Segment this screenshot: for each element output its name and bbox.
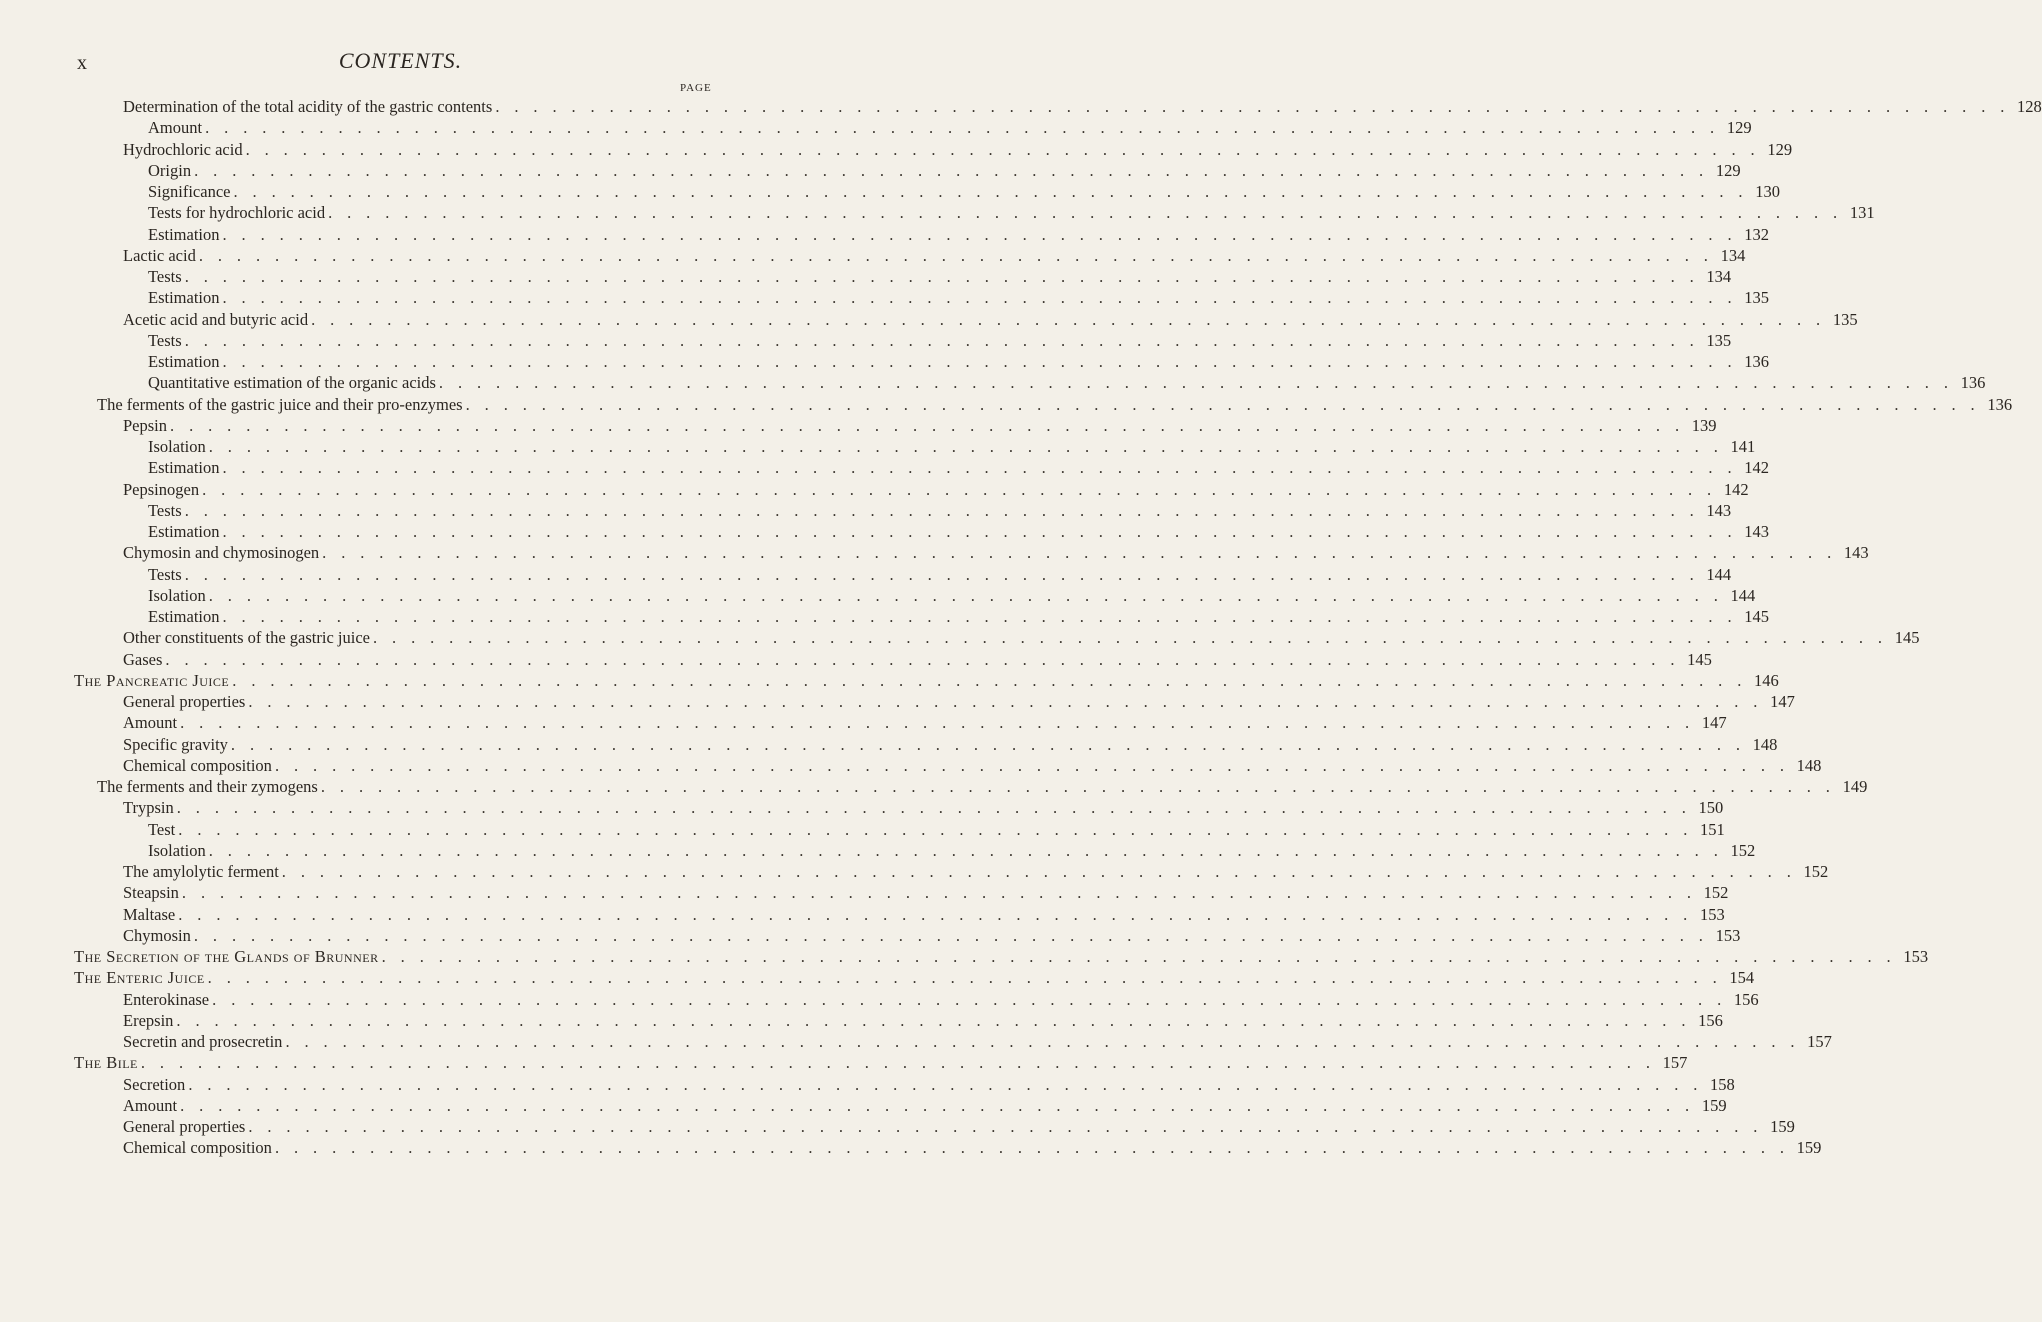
toc-entry-label: Isolation xyxy=(148,437,206,456)
toc-entry xyxy=(148,267,1732,287)
toc-entry xyxy=(123,245,1746,266)
toc-entry-page: 148 xyxy=(1796,755,1822,775)
dot-leader: . . . . . . . . . . . . . . . . . . . . . . . . . . . . . . . . . . . . . . . . . . . . . . . . . . . . . . . . . . . . . . . . . . . . . . . . . . . . . . . . xyxy=(170,415,1685,435)
toc-entry xyxy=(74,670,1779,691)
dot-leader: . . . . . . . . . . . . . . . . . . . . . . . . . . . . . . . . . . . . . . . . . . . . . . . . . . . . . . . . . . . . . . . . . . . . . . . . . . . . . . . . xyxy=(184,267,1700,286)
toc-entry-page: 151 xyxy=(1700,819,1725,839)
toc-entry-page: 145 xyxy=(1687,649,1712,669)
toc-entry xyxy=(123,883,1729,903)
toc-entry-page: 147 xyxy=(1770,692,1795,711)
toc-entry-label: Other constituents of the gastric juice xyxy=(123,628,370,648)
toc-entry-label: The ferments and their zymogens xyxy=(97,777,318,796)
toc-entry xyxy=(148,500,1732,521)
dot-leader: . . . . . . . . . . . . . . . . . . . . . . . . . . . . . . . . . . . . . . . . . . . . . . . . . . . . . . . . . . . . . . . . . . . . . . . . . . . . . . . . xyxy=(222,224,1737,244)
toc-entry xyxy=(123,649,1712,670)
toc-entry xyxy=(123,862,1829,882)
dot-leader: . . . . . . . . . . . . . . . . . . . . . . . . . . . . . . . . . . . . . . . . . . . . . . . . . . . . . . . . . . . . . . . . . . . . . . . . . . . . . . . . xyxy=(381,947,1897,966)
dot-leader: . . . . . . . . . . . . . . . . . . . . . . . . . . . . . . . . . . . . . . . . . . . . . . . . . . . . . . . . . . . . . . . . . . . . . . . . . . . . . . . . xyxy=(184,564,1700,584)
toc-entry xyxy=(148,352,1769,372)
toc-entry xyxy=(123,1095,1727,1116)
toc-entry-page: 135 xyxy=(1706,330,1732,350)
dot-leader: . . . . . . . . . . . . . . . . . . . . . . . . . . . . . . . . . . . . . . . . . . . . . . . . . . . . . . . . . . . . . . . . . . . . . . . . . . . . . . . . xyxy=(465,394,1981,414)
toc-entry-label: Amount xyxy=(148,118,203,138)
toc-entry-page: 139 xyxy=(1691,415,1717,435)
toc-entry xyxy=(123,692,1795,712)
toc-entry-page: 150 xyxy=(1698,798,1724,818)
toc-entry-page: 143 xyxy=(1744,522,1769,541)
toc-entry-label: Chemical composition xyxy=(123,755,272,775)
dot-leader: . . . . . . . . . . . . . . . . . . . . . . . . . . . . . . . . . . . . . . . . . . . . . . . . . . . . . . . . . . . . . . . . . . . . . . . . . . . . . . . . xyxy=(194,160,1709,180)
toc-entry xyxy=(123,989,1759,1010)
dot-leader: . . . . . . . . . . . . . . . . . . . . . . . . . . . . . . . . . . . . . . . . . . . . . . . . . . . . . . . . . . . . . . . . . . . . . . . . . . . . . . . . xyxy=(202,479,1717,499)
toc-entry-page: 130 xyxy=(1755,182,1780,201)
toc-entry-label: Secretin and prosecretin xyxy=(123,1032,283,1051)
dot-leader: . . . . . . . . . . . . . . . . . . . . . . . . . . . . . . . . . . . . . . . . . . . . . . . . . . . . . . . . . . . . . . . . . . . . . . . . . . . . . . . . xyxy=(245,139,1761,159)
toc-entry-page: 135 xyxy=(1832,309,1858,329)
toc-entry-label: Estimation xyxy=(148,224,220,244)
toc-entry-page: 143 xyxy=(1843,543,1869,563)
toc-entry-page: 144 xyxy=(1706,564,1732,584)
toc-entry-label: Tests xyxy=(148,564,182,584)
dot-leader: . . . . . . . . . . . . . . . . . . . . . . . . . . . . . . . . . . . . . . . . . . . . . . . . . . . . . . . . . . . . . . . . . . . . . . . . . . . . . . . . xyxy=(320,777,1836,796)
toc-entry-label: The Secretion of the Glands of Brunner xyxy=(74,947,379,966)
toc-entry-label: Tests xyxy=(148,330,182,350)
page-title: CONTENTS. xyxy=(338,48,463,73)
toc-entry xyxy=(148,330,1732,351)
toc-entry xyxy=(123,755,1822,776)
dot-leader: . . . . . . . . . . . . . . . . . . . . . . . . . . . . . . . . . . . . . . . . . . . . . . . . . . . . . . . . . . . . . . . . . . . . . . . . . . . . . . . . xyxy=(222,522,1737,541)
dot-leader: . . . . . . . . . . . . . . . . . . . . . . . . . . . . . . . . . . . . . . . . . . . . . . . . . . . . . . . . . . . . . . . . . . . . . . . . . . . . . . . . xyxy=(205,118,1720,138)
toc-entry xyxy=(148,160,1741,181)
toc-entry-page: 129 xyxy=(1767,139,1793,159)
dot-leader: . . . . . . . . . . . . . . . . . . . . . . . . . . . . . . . . . . . . . . . . . . . . . . . . . . . . . . . . . . . . . . . . . . . . . . . . . . . . . . . . xyxy=(180,713,1695,733)
dot-leader: . . . . . . . . . . . . . . . . . . . . . . . . . . . . . . . . . . . . . . . . . . . . . . . . . . . . . . . . . . . . . . . . . . . . . . . . . . . . . . . . xyxy=(222,458,1737,478)
dot-leader: . . . . . . . . . . . . . . . . . . . . . . . . . . . . . . . . . . . . . . . . . . . . . . . . . . . . . . . . . . . . . . . . . . . . . . . . . . . . . . . . xyxy=(285,1032,1800,1051)
toc-entry-label: Amount xyxy=(123,713,178,733)
toc-entry xyxy=(148,288,1769,308)
toc-entry-page: 158 xyxy=(1710,1074,1735,1094)
toc-entry-page: 157 xyxy=(1662,1053,1688,1073)
dot-leader: . . . . . . . . . . . . . . . . . . . . . . . . . . . . . . . . . . . . . . . . . . . . . . . . . . . . . . . . . . . . . . . . . . . . . . . . . . . . . . . . xyxy=(165,649,1680,669)
toc-entry-label: Isolation xyxy=(148,585,206,605)
toc-entry-label: Estimation xyxy=(148,458,220,478)
toc-entry-label: Determination of the total acidity of the gastric contents xyxy=(123,97,493,116)
toc-entry-label: The ferments of the gastric juice and their pro-enzymes xyxy=(97,394,463,414)
dot-leader: . . . . . . . . . . . . . . . . . . . . . . . . . . . . . . . . . . . . . . . . . . . . . . . . . . . . . . . . . . . . . . . . . . . . . . . . . . . . . . . . xyxy=(222,352,1737,371)
toc-entry-page: 153 xyxy=(1903,947,1929,966)
toc-entry-label: Tests xyxy=(148,267,182,286)
toc-entry-label: Estimation xyxy=(148,288,220,308)
dot-leader: . . . . . . . . . . . . . . . . . . . . . . . . . . . . . . . . . . . . . . . . . . . . . . . . . . . . . . . . . . . . . . . . . . . . . . . . . . . . . . . . xyxy=(208,437,1724,456)
toc-entry-page: 159 xyxy=(1770,1117,1795,1136)
toc-entry-label: Amount xyxy=(123,1095,178,1115)
toc-entry xyxy=(123,479,1749,500)
toc-entry xyxy=(97,777,1868,797)
dot-leader: . . . . . . . . . . . . . . . . . . . . . . . . . . . . . . . . . . . . . . . . . . . . . . . . . . . . . . . . . . . . . . . . . . . . . . . . . . . . . . . . xyxy=(140,1053,1656,1073)
toc-entry-page: 136 xyxy=(1987,394,2013,414)
toc-entry-label: Isolation xyxy=(148,840,206,860)
page-column-label: PAGE xyxy=(680,82,712,94)
dot-leader: . . . . . . . . . . . . . . . . . . . . . . . . . . . . . . . . . . . . . . . . . . . . . . . . . . . . . . . . . . . . . . . . . . . . . . . . . . . . . . . . xyxy=(274,1138,1790,1158)
toc-entry-page: 129 xyxy=(1715,160,1741,180)
toc-entry xyxy=(148,203,1875,223)
dot-leader: . . . . . . . . . . . . . . . . . . . . . . . . . . . . . . . . . . . . . . . . . . . . . . . . . . . . . . . . . . . . . . . . . . . . . . . . . . . . . . . . xyxy=(248,1117,1763,1136)
toc-entry-page: 152 xyxy=(1730,840,1756,860)
toc-entry-label: Acetic acid and butyric acid xyxy=(123,309,309,329)
toc-entry xyxy=(123,1074,1735,1095)
toc-entry xyxy=(148,118,1752,138)
toc-entry-label: Estimation xyxy=(148,522,220,541)
page-number: x xyxy=(77,52,88,74)
toc-entry-page: 129 xyxy=(1726,118,1752,138)
dot-leader: . . . . . . . . . . . . . . . . . . . . . . . . . . . . . . . . . . . . . . . . . . . . . . . . . . . . . . . . . . . . . . . . . . . . . . . . . . . . . . . . xyxy=(178,819,1693,839)
toc-entry-label: Pepsinogen xyxy=(123,479,200,499)
toc-entry-page: 153 xyxy=(1699,904,1725,924)
toc-entry xyxy=(148,437,1756,457)
toc-entry-page: 134 xyxy=(1720,245,1746,265)
toc-entry xyxy=(148,182,1780,202)
dot-leader: . . . . . . . . . . . . . . . . . . . . . . . . . . . . . . . . . . . . . . . . . . . . . . . . . . . . . . . . . . . . . . . . . . . . . . . . . . . . . . . . xyxy=(198,245,1714,265)
toc-entry-label: Erepsin xyxy=(123,1010,174,1030)
toc-entry xyxy=(148,522,1769,542)
dot-leader: . . . . . . . . . . . . . . . . . . . . . . . . . . . . . . . . . . . . . . . . . . . . . . . . . . . . . . . . . . . . . . . . . . . . . . . . . . . . . . . . xyxy=(180,1095,1695,1115)
dot-leader: . . . . . . . . . . . . . . . . . . . . . . . . . . . . . . . . . . . . . . . . . . . . . . . . . . . . . . . . . . . . . . . . . . . . . . . . . . . . . . . . xyxy=(222,607,1737,626)
toc-entry-page: 142 xyxy=(1744,458,1769,478)
toc-entry-page: 147 xyxy=(1701,713,1727,733)
toc-entry-page: 136 xyxy=(1744,352,1769,371)
toc-entry-page: 135 xyxy=(1744,288,1769,308)
dot-leader: . . . . . . . . . . . . . . . . . . . . . . . . . . . . . . . . . . . . . . . . . . . . . . . . . . . . . . . . . . . . . . . . . . . . . . . . . . . . . . . . xyxy=(208,585,1724,605)
toc-entry-label: Enterokinase xyxy=(123,989,210,1009)
toc-entry xyxy=(123,713,1727,733)
toc-entry-page: 156 xyxy=(1698,1010,1723,1030)
toc-entry-page: 134 xyxy=(1706,267,1732,286)
dot-leader: . . . . . . . . . . . . . . . . . . . . . . . . . . . . . . . . . . . . . . . . . . . . . . . . . . . . . . . . . . . . . . . . . . . . . . . . . . . . . . . . xyxy=(184,500,1700,520)
toc-entry-label: Steapsin xyxy=(123,883,179,903)
toc-entry xyxy=(74,947,1929,967)
toc-entry xyxy=(123,1032,1832,1052)
dot-leader: . . . . . . . . . . . . . . . . . . . . . . . . . . . . . . . . . . . . . . . . . . . . . . . . . . . . . . . . . . . . . . . . . . . . . . . . . . . . . . . . xyxy=(176,798,1692,818)
toc-entry-label: Lactic acid xyxy=(123,245,196,265)
dot-leader: . . . . . . . . . . . . . . . . . . . . . . . . . . . . . . . . . . . . . . . . . . . . . . . . . . . . . . . . . . . . . . . . . . . . . . . . . . . . . . . . xyxy=(193,925,1709,945)
toc-entry-page: 136 xyxy=(1960,373,1986,393)
dot-leader: . . . . . . . . . . . . . . . . . . . . . . . . . . . . . . . . . . . . . . . . . . . . . . . . . . . . . . . . . . . . . . . . . . . . . . . . . . . . . . . . xyxy=(372,628,1888,648)
toc-entry xyxy=(123,543,1869,563)
dot-leader: . . . . . . . . . . . . . . . . . . . . . . . . . . . . . . . . . . . . . . . . . . . . . . . . . . . . . . . . . . . . . . . . . . . . . . . . . . . . . . . . xyxy=(322,543,1837,563)
toc-entry xyxy=(148,819,1725,840)
toc-entry-label: Maltase xyxy=(123,904,176,924)
dot-leader: . . . . . . . . . . . . . . . . . . . . . . . . . . . . . . . . . . . . . . . . . . . . . . . . . . . . . . . . . . . . . . . . . . . . . . . . . . . . . . . . xyxy=(438,373,1954,393)
toc-entry xyxy=(148,585,1756,606)
dot-leader: . . . . . . . . . . . . . . . . . . . . . . . . . . . . . . . . . . . . . . . . . . . . . . . . . . . . . . . . . . . . . . . . . . . . . . . . . . . . . . . . xyxy=(188,1074,1703,1094)
toc-entry-page: 152 xyxy=(1703,883,1729,903)
toc-entry-label: Estimation xyxy=(148,607,220,626)
toc-entry xyxy=(123,925,1741,946)
toc-entry xyxy=(123,1117,1795,1137)
toc-entry-label: Gases xyxy=(123,649,163,669)
toc-entry-label: General properties xyxy=(123,692,246,711)
toc-entry-page: 141 xyxy=(1730,437,1756,456)
toc-entry xyxy=(123,734,1778,755)
dot-leader: . . . . . . . . . . . . . . . . . . . . . . . . . . . . . . . . . . . . . . . . . . . . . . . . . . . . . . . . . . . . . . . . . . . . . . . . . . . . . . . . xyxy=(274,755,1790,775)
toc-entry xyxy=(148,564,1732,585)
toc-entry-label: Trypsin xyxy=(123,798,174,818)
toc-entry-label: Test xyxy=(148,819,176,839)
toc-entry xyxy=(74,1053,1688,1073)
toc-entry-page: 146 xyxy=(1754,670,1779,690)
dot-leader: . . . . . . . . . . . . . . . . . . . . . . . . . . . . . . . . . . . . . . . . . . . . . . . . . . . . . . . . . . . . . . . . . . . . . . . . . . . . . . . . xyxy=(207,968,1723,988)
toc-entry-page: 157 xyxy=(1807,1032,1832,1051)
toc-entry xyxy=(123,139,1793,160)
toc-entry xyxy=(148,458,1769,478)
toc-entry-page: 156 xyxy=(1733,989,1759,1009)
toc-entry-label: Tests xyxy=(148,500,182,520)
toc-entry-page: 154 xyxy=(1729,968,1755,988)
toc-entry-label: General properties xyxy=(123,1117,246,1136)
dot-leader: . . . . . . . . . . . . . . . . . . . . . . . . . . . . . . . . . . . . . . . . . . . . . . . . . . . . . . . . . . . . . . . . . . . . . . . . . . . . . . . . xyxy=(495,97,2010,116)
toc-entry xyxy=(123,1138,1822,1158)
toc-entry xyxy=(123,97,2042,117)
toc-entry xyxy=(123,1010,1723,1031)
dot-leader: . . . . . . . . . . . . . . . . . . . . . . . . . . . . . . . . . . . . . . . . . . . . . . . . . . . . . . . . . . . . . . . . . . . . . . . . . . . . . . . . xyxy=(328,203,1843,223)
toc-entry xyxy=(97,394,2013,415)
dot-leader: . . . . . . . . . . . . . . . . . . . . . . . . . . . . . . . . . . . . . . . . . . . . . . . . . . . . . . . . . . . . . . . . . . . . . . . . . . . . . . . . xyxy=(232,670,1747,690)
dot-leader: . . . . . . . . . . . . . . . . . . . . . . . . . . . . . . . . . . . . . . . . . . . . . . . . . . . . . . . . . . . . . . . . . . . . . . . . . . . . . . . . xyxy=(212,989,1727,1009)
toc-entry-page: 145 xyxy=(1744,607,1769,626)
toc-entry-page: 128 xyxy=(2017,97,2042,116)
toc-entry-label: Chymosin xyxy=(123,925,191,945)
toc-entry xyxy=(123,309,1858,330)
toc-entry-label: The Bile xyxy=(74,1053,138,1073)
toc-entry xyxy=(123,628,1920,648)
toc-entry-page: 159 xyxy=(1701,1095,1727,1115)
toc-entry-label: Secretion xyxy=(123,1074,186,1094)
toc-entry xyxy=(74,968,1755,988)
toc-entry-page: 159 xyxy=(1796,1138,1822,1158)
toc-entry-page: 142 xyxy=(1723,479,1749,499)
toc-entry-label: The amylolytic ferment xyxy=(123,862,279,881)
page-header xyxy=(0,48,801,76)
toc-entry xyxy=(123,415,1717,436)
toc-entry-label: The Enteric Juice xyxy=(74,968,205,988)
toc-entry xyxy=(148,607,1769,627)
toc-entry-page: 143 xyxy=(1706,500,1732,520)
toc-entry-page: 144 xyxy=(1730,585,1756,605)
toc-entry xyxy=(148,373,1986,393)
dot-leader: . . . . . . . . . . . . . . . . . . . . . . . . . . . . . . . . . . . . . . . . . . . . . . . . . . . . . . . . . . . . . . . . . . . . . . . . . . . . . . . . xyxy=(233,182,1748,201)
toc-entry-label: Hydrochloric acid xyxy=(123,139,243,159)
toc-entry xyxy=(123,904,1725,925)
toc-entry-label: Estimation xyxy=(148,352,220,371)
dot-leader: . . . . . . . . . . . . . . . . . . . . . . . . . . . . . . . . . . . . . . . . . . . . . . . . . . . . . . . . . . . . . . . . . . . . . . . . . . . . . . . . xyxy=(208,840,1724,860)
dot-leader: . . . . . . . . . . . . . . . . . . . . . . . . . . . . . . . . . . . . . . . . . . . . . . . . . . . . . . . . . . . . . . . . . . . . . . . . . . . . . . . . xyxy=(230,734,1746,754)
toc-entry-page: 145 xyxy=(1894,628,1920,648)
toc-entry-page: 131 xyxy=(1849,203,1875,223)
toc-entry-page: 148 xyxy=(1752,734,1778,754)
toc-entry-page: 149 xyxy=(1842,777,1868,796)
toc-entry-page: 153 xyxy=(1715,925,1741,945)
dot-leader: . . . . . . . . . . . . . . . . . . . . . . . . . . . . . . . . . . . . . . . . . . . . . . . . . . . . . . . . . . . . . . . . . . . . . . . . . . . . . . . . xyxy=(281,862,1797,881)
dot-leader: . . . . . . . . . . . . . . . . . . . . . . . . . . . . . . . . . . . . . . . . . . . . . . . . . . . . . . . . . . . . . . . . . . . . . . . . . . . . . . . . xyxy=(222,288,1737,308)
dot-leader: . . . . . . . . . . . . . . . . . . . . . . . . . . . . . . . . . . . . . . . . . . . . . . . . . . . . . . . . . . . . . . . . . . . . . . . . . . . . . . . . xyxy=(248,692,1763,711)
toc-entry-label: Specific gravity xyxy=(123,734,228,754)
toc-entry xyxy=(148,840,1756,861)
toc-entry-label: The Pancreatic Juice xyxy=(74,670,230,690)
toc-entry-label: Origin xyxy=(148,160,192,180)
dot-leader: . . . . . . . . . . . . . . . . . . . . . . . . . . . . . . . . . . . . . . . . . . . . . . . . . . . . . . . . . . . . . . . . . . . . . . . . . . . . . . . . xyxy=(311,309,1826,329)
toc-entry-label: Chemical composition xyxy=(123,1138,272,1158)
dot-leader: . . . . . . . . . . . . . . . . . . . . . . . . . . . . . . . . . . . . . . . . . . . . . . . . . . . . . . . . . . . . . . . . . . . . . . . . . . . . . . . . xyxy=(181,883,1697,903)
toc-entry-label: Significance xyxy=(148,182,231,201)
toc-entry-page: 152 xyxy=(1803,862,1829,881)
toc-entry xyxy=(123,798,1724,818)
dot-leader: . . . . . . . . . . . . . . . . . . . . . . . . . . . . . . . . . . . . . . . . . . . . . . . . . . . . . . . . . . . . . . . . . . . . . . . . . . . . . . . . xyxy=(184,330,1700,350)
toc-entry-label: Chymosin and chymosinogen xyxy=(123,543,320,563)
toc-entry-label: Tests for hydrochloric acid xyxy=(148,203,326,223)
toc-entry xyxy=(148,224,1769,245)
dot-leader: . . . . . . . . . . . . . . . . . . . . . . . . . . . . . . . . . . . . . . . . . . . . . . . . . . . . . . . . . . . . . . . . . . . . . . . . . . . . . . . . xyxy=(176,1010,1691,1030)
toc-entry-page: 132 xyxy=(1744,224,1769,244)
toc-entry-label: Quantitative estimation of the organic acids xyxy=(148,373,436,393)
toc-entry-label: Pepsin xyxy=(123,415,168,435)
dot-leader: . . . . . . . . . . . . . . . . . . . . . . . . . . . . . . . . . . . . . . . . . . . . . . . . . . . . . . . . . . . . . . . . . . . . . . . . . . . . . . . . xyxy=(178,904,1693,924)
